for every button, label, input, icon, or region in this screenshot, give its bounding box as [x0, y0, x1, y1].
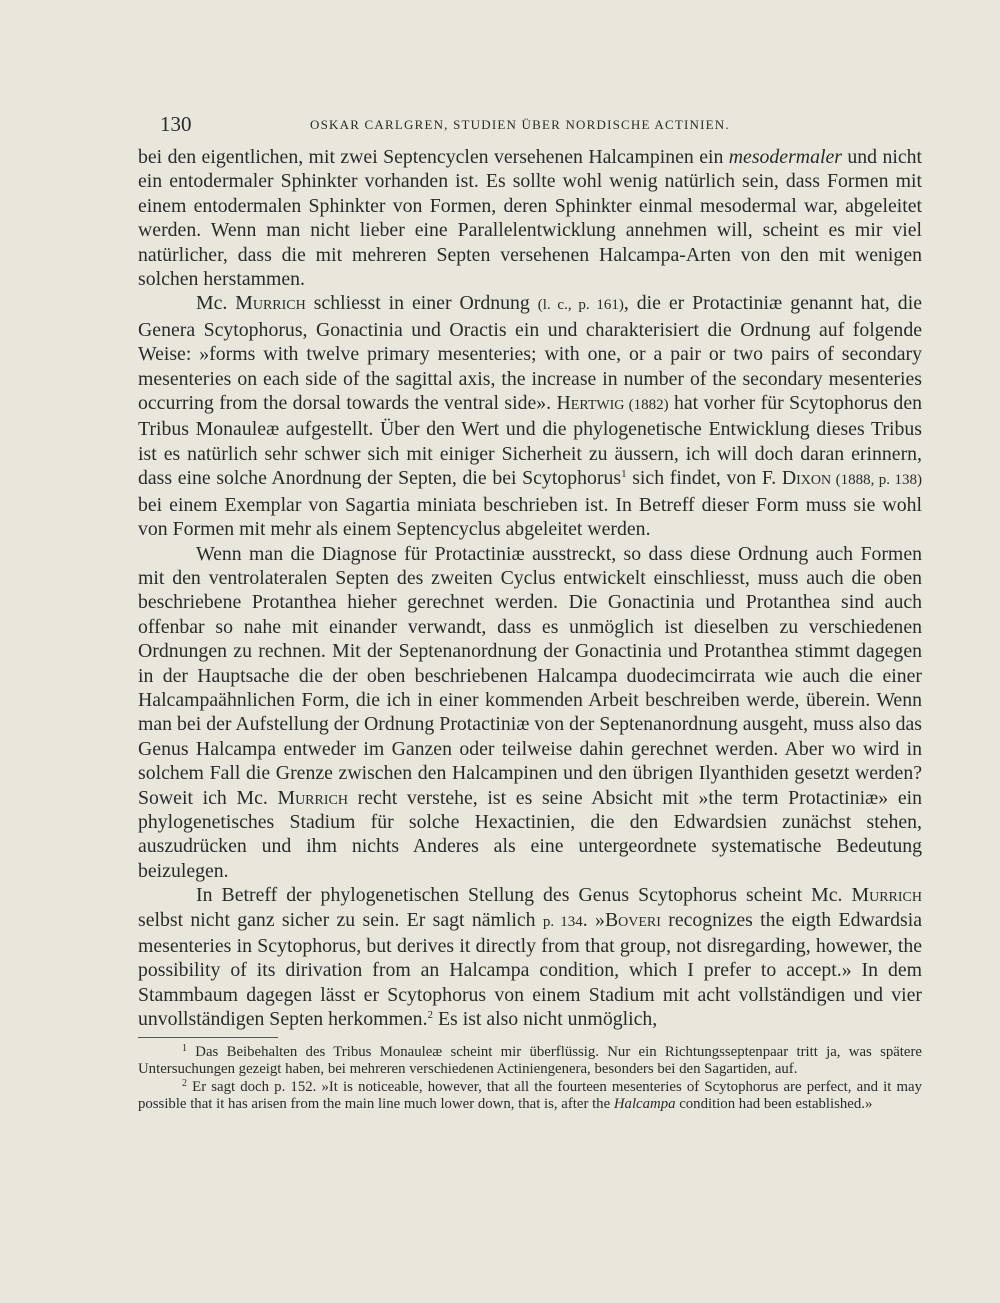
text-run: recognizes the eigth Edwardsia mesenteries in Scytophorus, but derives it directly from that group, not disregarding, howewer, the possibility of its dirivation from an Halcampa condition, which I prefer to accept.» In dem Stammbaum dagegen lässt er Scytophorus von einem Stadium mit acht vollständigen und vier unvollständigen Septen herkommen.	[138, 908, 922, 1031]
text-run: Es ist also nicht unmöglich,	[433, 1008, 658, 1031]
paragraph-4	[138, 883, 922, 1031]
citation: p. 134	[542, 913, 583, 930]
text-run: Mc.	[196, 292, 236, 315]
text-run: , die er Protactiniæ genannt hat, die Genera Scytophorus, Gonactinia und Oractis ein und charakterisiert die Ordnung auf folgende Weise: »forms with twelve primary mesenteries; with one, or a pair or two pairs of secondary mesenteries on each side of the sagittal axis, the increase in number of the secondary mesenteries occurring from the dorsal towards the ventral side».	[138, 292, 922, 415]
footnote-ref: 2	[427, 1009, 434, 1022]
text-run: Wenn man die Diagnose für Protactiniæ ausstreckt, so dass diese Ordnung auch Formen mit den ventrolateralen Septen des zweiten Cyclus entwickelt einschliesst, muss auch die oben beschriebene Protanthea hieher gerechnet werden. Die Gonactinia und Protanthea sind auch offenbar so nahe mit einander verwandt, dass es unmöglich ist dieselben zu verschiedenen Ordnungen zu rechnen. Mit der Septenanordnung der Gonactinia und Protanthea stimmt dagegen in der Hauptsache die der oben beschriebenen Halcampa duodecimcirrata wie auch die einer Halcampaähnlichen Form, die ich in einer kommenden Arbeit beschreiben werde, überein. Wenn man bei der Aufstellung der Ordnung Protactiniæ von der Septenanordnung ausgeht, muss also das Genus Halcampa entweder im Ganzen oder teilweise dahin gerechnet werden. Aber wo wird in solchem Fall die Grenze zwischen den Halcampinen und den übrigen Ilyanthiden gesetzt werden? Soweit ich Mc.	[138, 542, 922, 809]
author-name: Murrich	[235, 292, 306, 315]
footnotes	[138, 1044, 922, 1114]
text-run: . »	[582, 908, 605, 931]
paragraph-2	[138, 291, 922, 541]
running-head: OSKAR CARLGREN, STUDIEN ÜBER NORDISCHE ACTINIEN.	[310, 117, 730, 132]
footnote-ref: 1	[621, 468, 627, 481]
author-name: Boveri	[604, 908, 661, 931]
text-run: selbst nicht ganz sicher zu sein. Er sagt nämlich	[138, 908, 543, 931]
body-text	[138, 145, 922, 1032]
footnote-1	[138, 1044, 922, 1079]
footnote-divider	[138, 1037, 278, 1038]
citation: (1888, p. 138)	[831, 472, 922, 489]
italic-term: Halcampa	[613, 1096, 676, 1113]
text-run: In Betreff der phylogenetischen Stellung des Genus Scytophorus scheint Mc.	[196, 884, 852, 907]
text-run: sich findet, von F.	[626, 467, 782, 490]
italic-term: mesodermaler	[728, 146, 842, 168]
citation: (1882)	[624, 397, 669, 414]
footnote-text: condition had been established.»	[675, 1096, 873, 1113]
footnote-mark: 1	[182, 1043, 187, 1054]
paragraph-3	[138, 542, 922, 884]
text-run: bei den eigentlichen, mit zwei Septencyclen versehenen Halcampinen ein	[138, 146, 729, 168]
text-run: schliesst in einer Ordnung	[305, 292, 538, 315]
author-name: Dixon	[781, 467, 832, 490]
footnote-text: Das Beibehalten des Tribus Monauleæ scheint mir überflüssig. Nur ein Richtungsseptenpaar tritt ja, was spätere Untersuchungen gezeigt haben, bei mehreren verschiedenen Actiniengenera, besonders bei den Sagartiden, auf.	[138, 1044, 922, 1078]
text-run: bei einem Exemplar von Sagartia miniata beschrieben ist. In Betreff dieser Form muss sie wohl von Formen mit mehr als einem Septencyclus abgeleitet werden.	[138, 493, 922, 541]
author-name: Murrich	[277, 786, 348, 809]
footnote-text: Er sagt doch p. 152. »It is noticeable, however, that all the fourteen mesenteries of Scytophorus are perfect, and it may possible that it has arisen from the main line much lower down, that is, after the	[138, 1078, 922, 1113]
page-number: 130	[160, 112, 192, 136]
citation: (l. c., p. 161)	[537, 297, 624, 314]
page-header	[160, 112, 920, 138]
text-run: und nicht ein entodermaler Sphinkter vorhanden ist. Es sollte wohl wenig natürlich sein, dass Formen mit einem entodermalen Sphinkter von Formen, deren Sphinkter einmal mesodermal war, abgeleitet werden. Wenn man nicht lieber eine Parallelentwicklung annehmen will, scheint es mir viel natürlicher, dass die mit mehreren Septen versehenen Halcampa-Arten von den mit wenigen solchen herstammen.	[138, 146, 922, 291]
paragraph-1	[138, 145, 922, 291]
footnote-mark: 2	[182, 1077, 187, 1089]
text-run: hat vorher für Scytophorus den Tribus Monauleæ aufgestellt. Über den Wert und die phylogenetische Entwicklung dieses Tribus ist es natürlich sehr schwer sich mit einiger Sicherheit zu äussern, ich will doch daran erinnern, dass eine solche Anordnung der Septen, die bei Scytophorus	[138, 392, 922, 490]
footnote-2	[138, 1079, 922, 1114]
author-name: Murrich	[851, 884, 922, 907]
author-name: Hertwig	[556, 392, 625, 415]
text-run: recht verstehe, ist es seine Absicht mit »the term Protactiniæ» ein phylogenetisches Stadium für solche Hexactinien, die den Edwardsien zunächst stehen, auszudrücken und ihm nichts Anderes als eine untergeordnete systematische Bedeutung beizulegen.	[138, 786, 922, 882]
